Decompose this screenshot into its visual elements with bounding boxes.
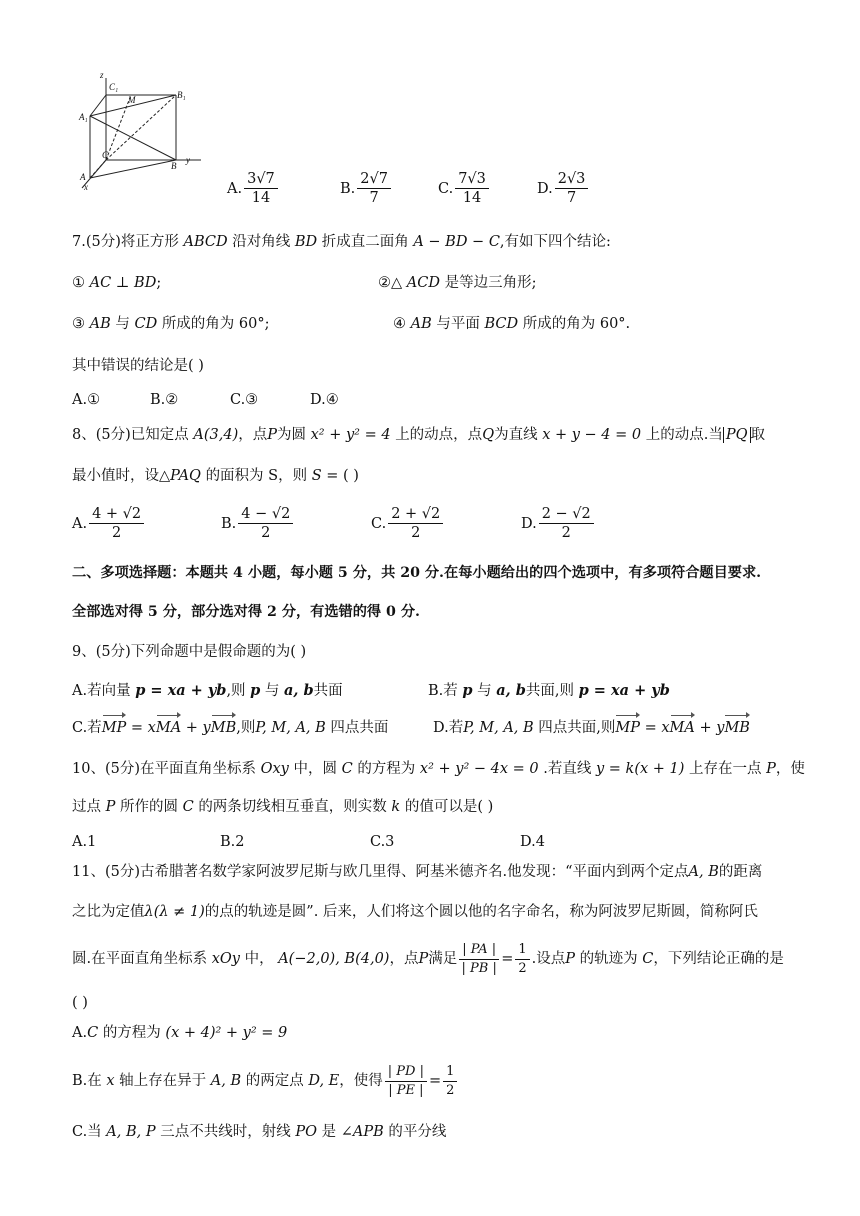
text: ，点 <box>238 427 268 443</box>
text: 轴上存在异于 <box>119 1073 207 1089</box>
fraction-denominator: | PE | <box>388 1082 424 1098</box>
text: 过点 <box>72 799 101 815</box>
text: ，点 <box>389 951 419 967</box>
text: 的方程为 <box>102 1025 161 1041</box>
text: 满足 <box>428 951 458 967</box>
math: p <box>462 682 473 699</box>
text: 所作的圆 <box>119 799 178 815</box>
q7-option-c[interactable]: C.③ <box>230 392 259 408</box>
fraction-numerator: 2√3 <box>555 170 589 189</box>
text: A.若向量 <box>72 683 131 699</box>
math: a, b <box>284 682 314 699</box>
fraction-denominator: 2 <box>261 525 271 541</box>
vector: MA <box>155 720 182 736</box>
math: C <box>87 1025 99 1041</box>
math: x + y − 4 = 0 <box>542 427 642 443</box>
text: C.当 <box>72 1124 102 1140</box>
svg-text:B₁: B₁ <box>177 90 186 100</box>
q7-option-b[interactable]: B.② <box>150 392 179 408</box>
math: + y <box>185 720 211 736</box>
text: ,则 <box>226 683 246 699</box>
vector: MA <box>669 720 695 736</box>
option-label: B. <box>340 180 356 197</box>
math: PAQ <box>170 468 201 484</box>
math: AC <box>89 275 112 291</box>
q8-option-d[interactable] <box>521 505 596 542</box>
q8-stem-line2 <box>72 466 359 486</box>
math: A − BD − C <box>413 234 500 250</box>
text: 圆.在平面直角坐标系 <box>72 951 208 967</box>
text: 与 <box>115 316 130 332</box>
text: 的两定点 <box>245 1073 304 1089</box>
math: AB <box>89 316 111 332</box>
text: 上的动点.当 <box>645 427 723 443</box>
svg-text:A₁: A₁ <box>79 112 88 122</box>
text: 三点不共线时，射线 <box>160 1124 291 1140</box>
math: ∠APB <box>340 1124 384 1140</box>
fraction-denominator: 2 <box>518 960 527 976</box>
q7-options <box>72 390 339 410</box>
fraction-denominator: 2 <box>446 1082 455 1098</box>
fraction-numerator: 1 <box>515 941 529 960</box>
text: 与 <box>477 683 492 699</box>
text: 之比为定值 <box>72 904 145 920</box>
vector: MB <box>210 720 237 736</box>
text: 10、(5分)在平面直角坐标系 <box>72 761 256 777</box>
fraction-denominator: 7 <box>369 190 379 206</box>
math: p <box>250 682 261 699</box>
text: 的面积为 S，则 <box>205 468 308 484</box>
math: PO <box>295 1124 317 1140</box>
text: B.若 <box>428 683 458 699</box>
math: P <box>267 427 277 443</box>
text: 的两条切线相互垂直，则实数 <box>198 799 387 815</box>
text: ,则 <box>236 720 256 736</box>
fraction-numerator: 7√3 <box>455 170 489 189</box>
vector: MP <box>101 720 127 736</box>
math: C <box>182 799 194 815</box>
fraction-numerator: 4 − √2 <box>238 505 293 524</box>
text: 其中错误的结论是( ) <box>72 358 204 374</box>
option-label: C. <box>371 515 387 532</box>
text: ，使 <box>775 761 805 777</box>
svg-text:M: M <box>128 95 136 105</box>
q10-stem-line1 <box>72 759 805 779</box>
math: x² + y² = 4 <box>310 427 391 443</box>
q10-options <box>72 832 545 852</box>
q10-option-b[interactable]: B.2 <box>220 834 245 850</box>
q7-question <box>72 356 204 376</box>
text: 的平分线 <box>388 1124 447 1140</box>
fraction-denominator: 2 <box>112 525 122 541</box>
math: xOy <box>211 951 240 967</box>
svg-text:x: x <box>84 182 88 192</box>
text: 8、(5分)已知定点 <box>72 427 189 443</box>
math: BD <box>134 275 157 291</box>
math: A, B, P <box>106 1124 156 1140</box>
text: ④ <box>393 316 406 332</box>
q10-option-c[interactable]: C.3 <box>370 834 395 850</box>
math: BCD <box>484 316 519 332</box>
fraction-denominator: 14 <box>251 190 271 206</box>
svg-text:z: z <box>100 70 104 80</box>
text: 的方程为 <box>357 761 416 777</box>
text: ②△ <box>378 275 403 291</box>
fraction-numerator: 2√7 <box>357 170 391 189</box>
q6-option-a[interactable] <box>227 170 280 207</box>
text: ，下列结论正确的是 <box>653 951 784 967</box>
q11-parens: ( ) <box>72 995 88 1011</box>
text: = ( ) <box>326 468 359 484</box>
q10-option-d[interactable]: D.4 <box>520 834 545 850</box>
text: 沿对角线 <box>232 234 291 250</box>
q8-option-a[interactable] <box>72 505 146 542</box>
math: = <box>501 951 514 967</box>
math: p = xa + yb <box>578 682 670 699</box>
text: ,有如下四个结论: <box>499 234 611 250</box>
svg-text:y: y <box>186 155 190 165</box>
option-label: C. <box>438 180 454 197</box>
text: .若直线 <box>543 761 592 777</box>
math: x <box>106 1073 115 1089</box>
q8-stem-line1 <box>72 425 765 445</box>
svg-text:A: A <box>80 172 86 182</box>
text: ; <box>156 275 162 291</box>
section-heading-line2: 全部选对得 5 分，部分选对得 2 分，有选错的得 0 分. <box>72 604 420 620</box>
math: CD <box>134 316 158 332</box>
fraction-denominator: | PB | <box>461 960 497 976</box>
text: B.在 <box>72 1073 102 1089</box>
text: 7.(5分)将正方形 <box>72 234 179 250</box>
fraction-numerator: 2 − √2 <box>539 505 594 524</box>
text: 上的动点，点 <box>395 427 483 443</box>
math: y = k(x + 1) <box>595 761 685 777</box>
fraction-numerator: 3√7 <box>244 170 278 189</box>
option-label: B. <box>221 515 237 532</box>
q9-option-a[interactable] <box>72 681 343 701</box>
q7-conclusion-1 <box>72 273 161 293</box>
text: 的值可以是( ) <box>404 799 494 815</box>
text: 共面,则 <box>525 683 574 699</box>
fraction-denominator: 7 <box>566 190 577 206</box>
text: 的轨迹为 <box>579 951 638 967</box>
q10-option-a[interactable]: A.1 <box>72 834 97 850</box>
math: P <box>766 761 776 777</box>
q11-option-c[interactable] <box>72 1122 446 1142</box>
text: 为圆 <box>277 427 306 443</box>
text: D.若 <box>433 720 464 736</box>
fraction-numerator: 4 + √2 <box>89 505 144 524</box>
math: AB <box>410 316 432 332</box>
text: 中， <box>244 951 274 967</box>
text: ① <box>72 275 85 291</box>
math: Oxy <box>260 761 289 777</box>
q11-stem-line3 <box>72 940 784 978</box>
q9-stem: 9、(5分)下列命题中是假命题的为( ) <box>72 644 307 660</box>
math: P <box>105 799 116 815</box>
vector: MB <box>724 720 750 736</box>
q7-option-a[interactable]: A.① <box>72 392 101 408</box>
q7-stem <box>72 232 611 252</box>
math: + y <box>699 720 725 736</box>
math: C <box>642 951 654 967</box>
text: 是等边三角形; <box>444 275 537 291</box>
option-label: D. <box>537 180 553 197</box>
q7-conclusion-3 <box>72 314 270 334</box>
q7-option-d[interactable]: D.④ <box>310 392 339 408</box>
math: A, B <box>210 1073 242 1089</box>
text: C.若 <box>72 720 102 736</box>
svg-text:C₁: C₁ <box>109 82 119 92</box>
text: 与 <box>264 683 280 699</box>
math: (x + 4)² + y² = 9 <box>165 1025 288 1041</box>
svg-text:B: B <box>171 161 177 171</box>
math: = <box>428 1073 442 1089</box>
math: S <box>311 468 322 484</box>
text: 为直线 <box>494 427 538 443</box>
text: ③ <box>72 316 85 332</box>
text: 共面 <box>313 683 343 699</box>
math: = x <box>130 720 156 736</box>
math: C <box>341 761 353 777</box>
section-heading-line1: 二、多项选择题：本题共 4 小题，每小题 5 分，共 20 分.在每小题给出的四个选项中，有多项符合题目要求. <box>72 565 762 581</box>
q11-option-a[interactable] <box>72 1023 287 1043</box>
q6-option-c[interactable] <box>438 170 491 207</box>
q7-conclusion-4 <box>393 314 630 334</box>
math: Q <box>482 427 495 443</box>
cube-figure <box>76 70 206 195</box>
text: 所成的角为 60°. <box>522 316 631 332</box>
q10-stem-line2 <box>72 797 493 817</box>
math: A(3,4) <box>193 427 239 443</box>
vector: MP <box>615 720 640 736</box>
math: ⊥ <box>115 275 130 291</box>
math: P <box>565 951 575 967</box>
math: PQ <box>723 427 751 443</box>
svg-text:C: C <box>102 150 109 160</box>
q11-option-b[interactable] <box>72 1062 459 1100</box>
q7-conclusion-2 <box>378 273 536 293</box>
option-label: A. <box>227 180 243 197</box>
math: p = xa + yb <box>135 682 227 699</box>
text: 11、(5分)古希腊著名数学家阿波罗尼斯与欧几里得、阿基米德齐名.他发现：“平面内到两个定点 <box>72 864 689 880</box>
math: A(−2,0), B(4,0) <box>278 951 390 967</box>
math: ACD <box>406 275 440 291</box>
fraction-denominator: 2 <box>561 525 571 541</box>
fraction-denominator: 14 <box>462 190 482 206</box>
fraction-numerator: 2 + √2 <box>388 505 443 524</box>
text: .设点 <box>531 951 566 967</box>
q11-stem-line1 <box>72 862 762 882</box>
fraction-denominator: 2 <box>411 525 421 541</box>
text: 的点的轨迹是圆”. 后来，人们将这个圆以他的名字命名，称为阿波罗尼斯圆，简称阿氏 <box>204 904 758 920</box>
math: λ(λ ≠ 1) <box>144 904 205 920</box>
q8-option-b[interactable] <box>221 505 295 542</box>
text: A. <box>72 1025 88 1041</box>
text: 四点共面 <box>330 720 389 736</box>
q6-option-d[interactable] <box>537 170 590 207</box>
math: A, B <box>688 864 719 880</box>
text: 中，圆 <box>293 761 337 777</box>
math: BD <box>294 234 318 250</box>
q9-option-b[interactable] <box>428 681 670 701</box>
math: ABCD <box>183 234 228 250</box>
fraction-numerator: 1 <box>443 1063 457 1082</box>
option-label: A. <box>72 515 88 532</box>
math: = x <box>644 720 670 736</box>
math: P, M, A, B <box>255 720 326 736</box>
math: a, b <box>496 682 526 699</box>
text: 上存在一点 <box>689 761 762 777</box>
q9-option-c[interactable] <box>72 718 388 738</box>
math: P <box>418 951 429 967</box>
option-label: D. <box>521 515 537 532</box>
text: 所成的角为 60°; <box>161 316 270 332</box>
math: D, E <box>308 1073 340 1089</box>
q9-option-d[interactable] <box>433 718 750 738</box>
text: 折成直二面角 <box>321 234 409 250</box>
math: P, M, A, B <box>463 720 534 736</box>
fraction-numerator: | PA | <box>459 941 499 960</box>
text: 是 <box>321 1124 337 1140</box>
text: 的距离 <box>718 864 763 880</box>
text: 最小值时，设△ <box>72 468 171 484</box>
q8-option-c[interactable] <box>371 505 445 542</box>
text: 取 <box>750 427 765 443</box>
text: ，使得 <box>339 1073 383 1089</box>
text: 四点共面,则 <box>538 720 616 736</box>
q6-option-b[interactable] <box>340 170 393 207</box>
math: x² + y² − 4x = 0 <box>419 761 539 777</box>
math: k <box>391 799 401 815</box>
q11-stem-line2 <box>72 902 758 922</box>
fraction-numerator: | PD | <box>385 1063 427 1082</box>
text: 与平面 <box>436 316 480 332</box>
